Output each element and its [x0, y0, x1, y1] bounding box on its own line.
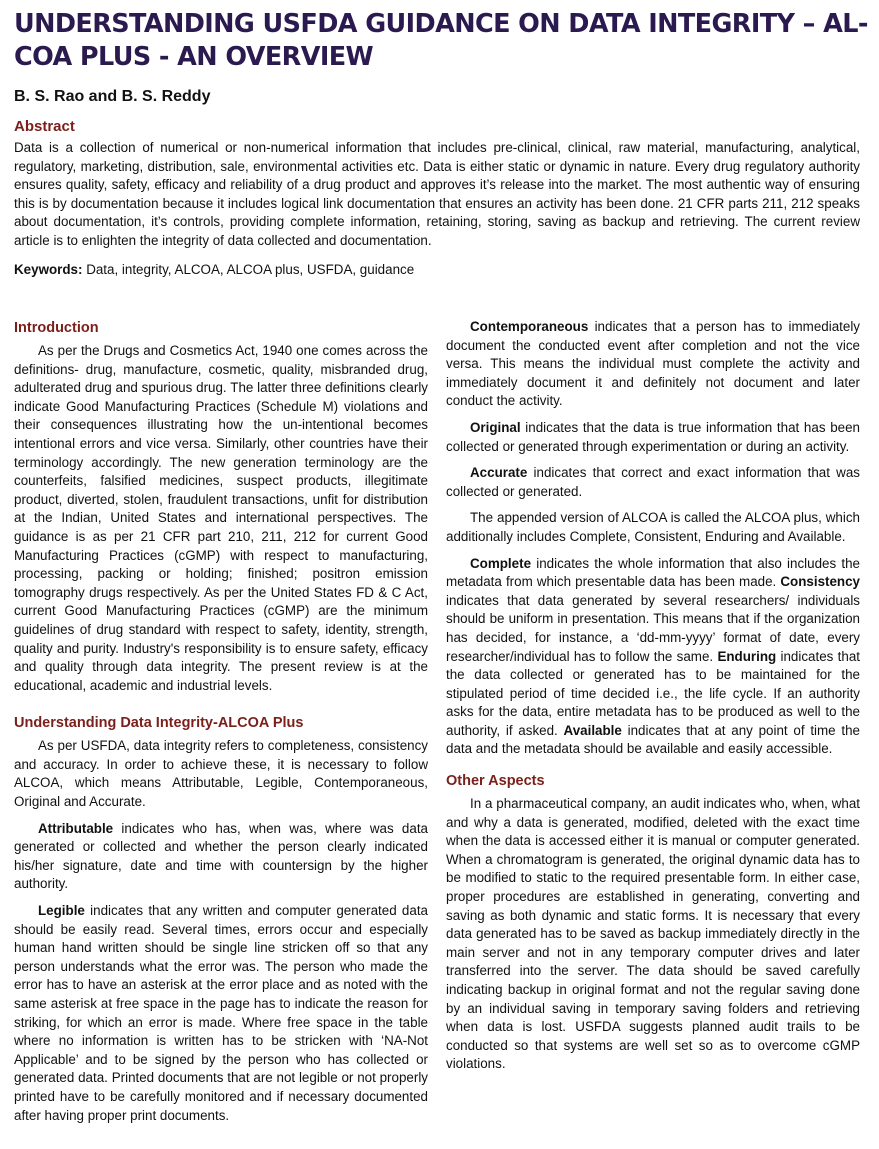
paragraph [14, 820, 428, 894]
abstract-text: Data is a collection of numerical or non-numerical information that includes pre-clinical, clinical, raw material, manufacturing, analytical, regulatory, marketing, distribution, sale, environmental activities etc. Data is either static or dynamic in nature. Every drug regulatory authority ensures quality, safety, efficacy and reliability of a drug product and approves it’s release into the market. The most authentic way of ensuring this is by documentation because it includes logical link documentation that ensures an activity has been done. 21 CFR parts 211, 212 speaks about documentation, it’s controls, providing complete information, retaining, storing, saving as backup and retrieving. The current review article is to enlighten the integrity of data collected and documentation. [14, 140, 860, 248]
alcoa-definitions-body [446, 318, 860, 759]
text-run: indicates that any written and computer generated data should be easily read. Several times, errors occur and especially human hand written should be single line stricken off so that any person understands what the error was. The person who made the error has to have an asterisk at the error place and as noted with the same asterisk at free space in the page has to indicate the reason for striking, for which an error is made. Where free space in the table where no information is written has to be stricken with ‘NA-Not Applicable’ and to be signed by the person who has collected or generated data. Printed documents that are not legible or not properly printed have to be carefully monitored and if necessary documented after having proper print documents. [14, 903, 428, 1123]
abstract-heading: Abstract [14, 118, 75, 135]
bold-term: Accurate [470, 465, 528, 481]
text-run: indicates who has, when was, where was data generated or collected and whether the person clearly indicated his/her signature, date and time with countersign by the higher authority. [14, 820, 428, 892]
bold-term: Available [563, 722, 622, 738]
text-run: As per USFDA, data integrity refers to completeness, consistency and accuracy. In order to achieve these, it is necessary to follow ALCOA, which means Attributable, Legible, Contemporaneous, Original and Accurate. [14, 738, 428, 810]
other-aspects-body [446, 795, 860, 1074]
section-heading-introduction: Introduction [14, 320, 99, 336]
bold-term: Legible [38, 903, 85, 919]
text-run: indicates that correct and exact information that was collected or generated. [446, 465, 860, 499]
introduction-body [14, 342, 428, 695]
paragraph [446, 464, 860, 501]
text-run: indicates that at any point of time the data and the metadata should be available and easily accessible. [446, 722, 860, 757]
text-run: indicates the whole information that also includes the metadata from which presentable data has been made. [446, 555, 860, 590]
bold-term: Original [470, 419, 521, 435]
section-heading-alcoa-plus: Understanding Data Integrity-ALCOA Plus [14, 715, 304, 732]
text-run: indicates that the data collected or generated has to be maintained for the stipulated period of time decided i.e., the life cycle. If an authority asks for the data, entire metadata has to be produced as well to the authority, if asked. [446, 648, 860, 738]
text-run: The appended version of ALCOA is called the ALCOA plus, which additionally includes Complete, Consistent, Enduring and Available. [446, 510, 860, 544]
alcoa-body [14, 737, 428, 1125]
text-run: In a pharmaceutical company, an audit indicates who, when, what and why a data is generated, modified, deleted with the exact time when the data is accessed either it is manual or computer generated. When a chromatogram is generated, the original dynamic data has to be modified to static to the required presentable form. In either case, proper procedures are established in generating, converting and saving as both dynamic and static forms. It is necessary that every data generated has to be saved as backup immediately directly in the main server and not in any temporary computer drives and later transferred into the server. The data should be saved carefully indicating backup in original format and not the regular saving done by an individual saving in temporary saving folders and retrieving when data is lost. USFDA suggests planned audit trails to be conducted so that systems are well set so as to overcome cGMP violations. [446, 796, 860, 1072]
section-heading-other-aspects: Other Aspects [446, 773, 545, 790]
right-column [446, 318, 860, 1082]
paper-title: UNDERSTANDING USFDA GUIDANCE ON DATA INTEGRITY – AL-COA PLUS - AN OVERVIEW [14, 9, 868, 72]
paragraph [446, 318, 860, 411]
text-run: indicates that data generated by several researchers/ individuals should be uniform in presentation. This means that if the organization has decided, for instance, a ‘dd-mm-yyyy’ format of date, every researcher/individual has to follow the same. [446, 592, 860, 664]
authors: B. S. Rao and B. S. Reddy [14, 88, 211, 105]
keywords-text: Data, integrity, ALCOA, ALCOA plus, USFDA, guidance [82, 262, 415, 277]
bold-term: Enduring [717, 648, 777, 664]
paragraph [446, 555, 860, 760]
keywords [14, 262, 414, 277]
text-run: As per the Drugs and Cosmetics Act, 1940 one comes across the definitions- drug, manufacture, cosmetic, quality, misbranded drug, adulterated drug and spurious drug. The latter three definitions clearly indicate Good Manufacturing Practices (Schedule M) violations and their consequences illustrating how the un-intentional becomes intentional errors and vice versa. Similarly, other countries have their terminology accordingly. The new generation terminology are the counterfeits, falsified medicines, suspect products, illegitimate product, diverted, stolen, fraudulent transactions, unfit for distribution at the Indian, United States and international perspectives. The guidance is as per 21 CFR part 210, 211, 212 for current Good Manufacturing Practices (cGMP) with respect to manufacturing, processing, packing or holding; finished; positron emission tomography drugs respectively. As per the United States FD & C Act, current Good Manufacturing Practices (cGMP) are the minimum guidelines of drug standard with respect to safety, identity, strength, quality and purity. Industry's responsibility is to ensure safety, efficacy and quality through data integrity. The present review is at the educational, academic and industrial levels. [14, 343, 428, 693]
keywords-label: Keywords: [14, 262, 83, 277]
text-run: indicates that the data is true information that has been collected or generated through experimentation or during an activity. [446, 419, 860, 454]
paragraph [446, 419, 860, 456]
paragraph [14, 342, 428, 695]
paragraph [446, 795, 860, 1074]
bold-term: Contemporaneous [470, 319, 589, 334]
bold-term: Consistency [780, 574, 860, 590]
paragraph [446, 509, 860, 546]
bold-term: Attributable [38, 820, 114, 836]
left-column [14, 318, 428, 1133]
bold-term: Complete [470, 555, 532, 571]
paragraph [14, 737, 428, 811]
text-run: indicates that a person has to immediately document the conducted event after completion and not the vice versa. This means the individual must complete the activity and immediately document it and definitely not document and later conduct the activity. [446, 319, 860, 409]
paragraph [14, 902, 428, 1125]
